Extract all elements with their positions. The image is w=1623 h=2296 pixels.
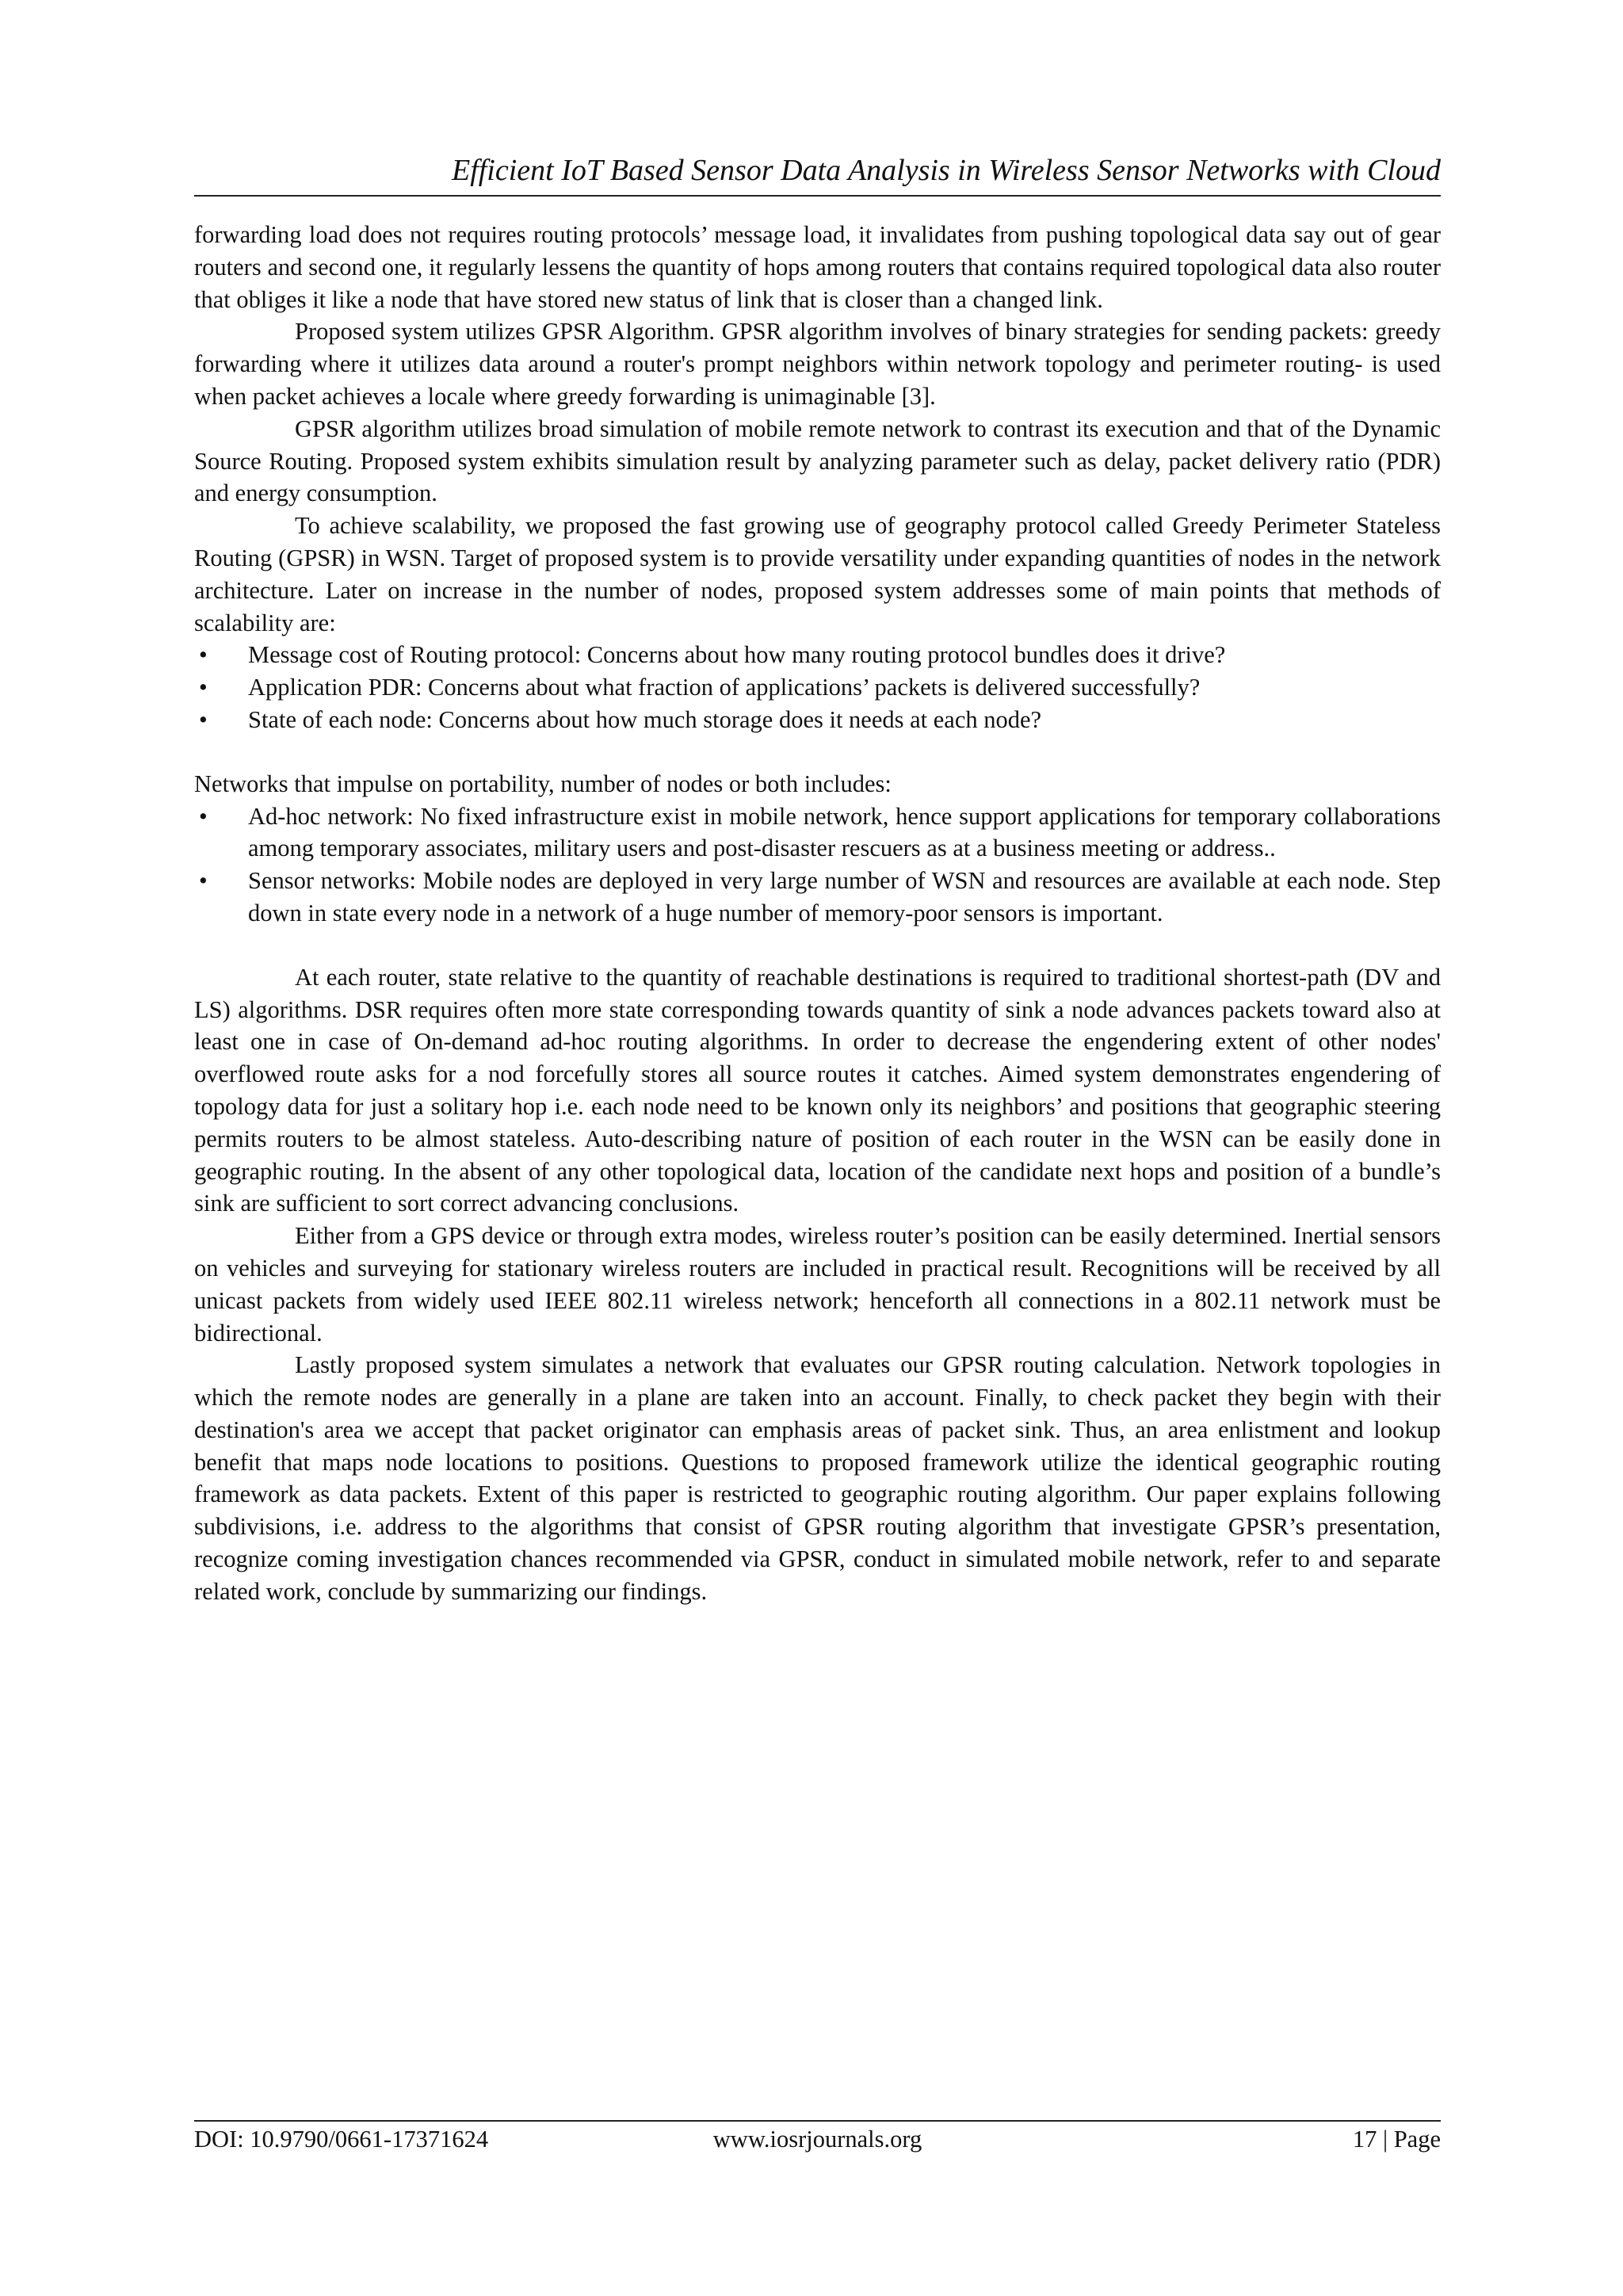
footer-doi: DOI: 10.9790/0661-17371624 — [194, 2126, 489, 2153]
paragraph: Proposed system utilizes GPSR Algorithm. GPSR algorithm involves of binary strategies for sending packets: greedy forwarding where it utilizes data around a router's prompt neighbors within network topology and perimeter routing- is used when packet achieves a locale where greedy forwarding is unimaginable [3]. — [194, 318, 1441, 410]
paragraph: To achieve scalability, we proposed the fast growing use of geography protocol called Greedy Perimeter Stateless Routing (GPSR) in WSN. Target of proposed system is to provide versatility under expanding quantities of nodes in the network architecture. Later on increase in the number of nodes, proposed system addresses some of main points that methods of scalability are: — [194, 512, 1441, 636]
header-title: Efficient IoT Based Sensor Data Analysis in Wireless Sensor Networks with Cloud — [451, 154, 1441, 187]
paragraph: Either from a GPS device or through extra modes, wireless router’s position can be easily determined. Inertial sensors on vehicles and surveying for stationary wireless routers are included in practical result. Recognitions will be received by all unicast packets from widely used IEEE 802.11 wireless network; henceforth all connections in a 802.11 network must be bidirectional. — [194, 1222, 1441, 1347]
bullet-icon: • — [199, 802, 208, 830]
page-footer — [194, 2120, 1441, 2155]
network-types-list — [194, 800, 1441, 930]
list-item-text: State of each node: Concerns about how much storage does it needs at each node? — [248, 705, 1042, 733]
list-item — [194, 800, 1441, 865]
list-item — [194, 671, 1441, 704]
list-item-text: Application PDR: Concerns about what fraction of applications’ packets is delivered successfully? — [248, 674, 1201, 701]
footer-website: www.iosrjournals.org — [712, 2126, 922, 2153]
running-header — [194, 151, 1441, 197]
paragraph: forwarding load does not requires routing protocols’ message load, it invalidates from pushing topological data say out of gear routers and second one, it regularly lessens the quantity of hops among routers that contains required topological data also router that obliges it like a node that have stored new status of link that is closer than a changed link. — [194, 221, 1441, 313]
scalability-list — [194, 639, 1441, 735]
bullet-icon: • — [199, 867, 208, 895]
bullet-icon: • — [199, 705, 208, 733]
bullet-icon: • — [199, 641, 208, 669]
list-item — [194, 704, 1441, 736]
footer-page-number: 17 | Page — [1352, 2126, 1441, 2153]
spacer — [194, 736, 1441, 768]
article-body — [194, 219, 1441, 1608]
list-item — [194, 865, 1441, 930]
paragraph: GPSR algorithm utilizes broad simulation of mobile remote network to contrast its execution and that of the Dynamic Source Routing. Proposed system exhibits simulation result by analyzing parameter such as delay, packet delivery ratio (PDR) and energy consumption. — [194, 415, 1441, 507]
list-item-text: Ad-hoc network: No fixed infrastructure exist in mobile network, hence support applications for temporary collaborations among temporary associates, military users and post-disaster rescuers as at a business meeting or address.. — [248, 802, 1441, 862]
bullet-icon: • — [199, 674, 208, 701]
paragraph: Networks that impulse on portability, number of nodes or both includes: — [194, 770, 892, 797]
paragraph: Lastly proposed system simulates a network that evaluates our GPSR routing calculation. Network topologies in which the remote nodes are generally in a plane are taken into an account. Finally, to check packet they begin with their destination's area we accept that packet originator can emphasis areas of packet sink. Thus, an area enlistment and lookup benefit that maps node locations to positions. Questions to proposed framework utilize the identical geographic routing framework as data packets. Extent of this paper is restricted to geographic routing algorithm. Our paper explains following subdivisions, i.e. address to the algorithms that consist of GPSR routing algorithm that investigate GPSR’s presentation, recognize coming investigation chances recommended via GPSR, conduct in simulated mobile network, refer to and separate related work, conclude by summarizing our findings. — [194, 1351, 1441, 1605]
list-item-text: Message cost of Routing protocol: Concerns about how many routing protocol bundles does it drive? — [248, 641, 1226, 669]
paragraph: At each router, state relative to the quantity of reachable destinations is required to traditional shortest-path (DV and LS) algorithms. DSR requires often more state corresponding towards quantity of sink a node advances packets toward also at least one in case of On-demand ad-hoc routing algorithms. In order to decrease the engendering extent of other nodes' overflowed route asks for a nod forcefully stores all source routes it catches. Aimed system demonstrates engendering of topology data for just a solitary hop i.e. each node need to be known only its neighbors’ and positions that geographic steering permits routers to be almost stateless. Auto-describing nature of position of each router in the WSN can be easily done in geographic routing. In the absent of any other topological data, location of the candidate next hops and position of a bundle’s sink are sufficient to sort correct advancing conclusions. — [194, 963, 1441, 1217]
spacer — [194, 930, 1441, 961]
list-item — [194, 639, 1441, 671]
list-item-text: Sensor networks: Mobile nodes are deployed in very large number of WSN and resources are available at each node. Step down in state every node in a network of a huge number of memory-poor sensors is important. — [248, 867, 1441, 926]
